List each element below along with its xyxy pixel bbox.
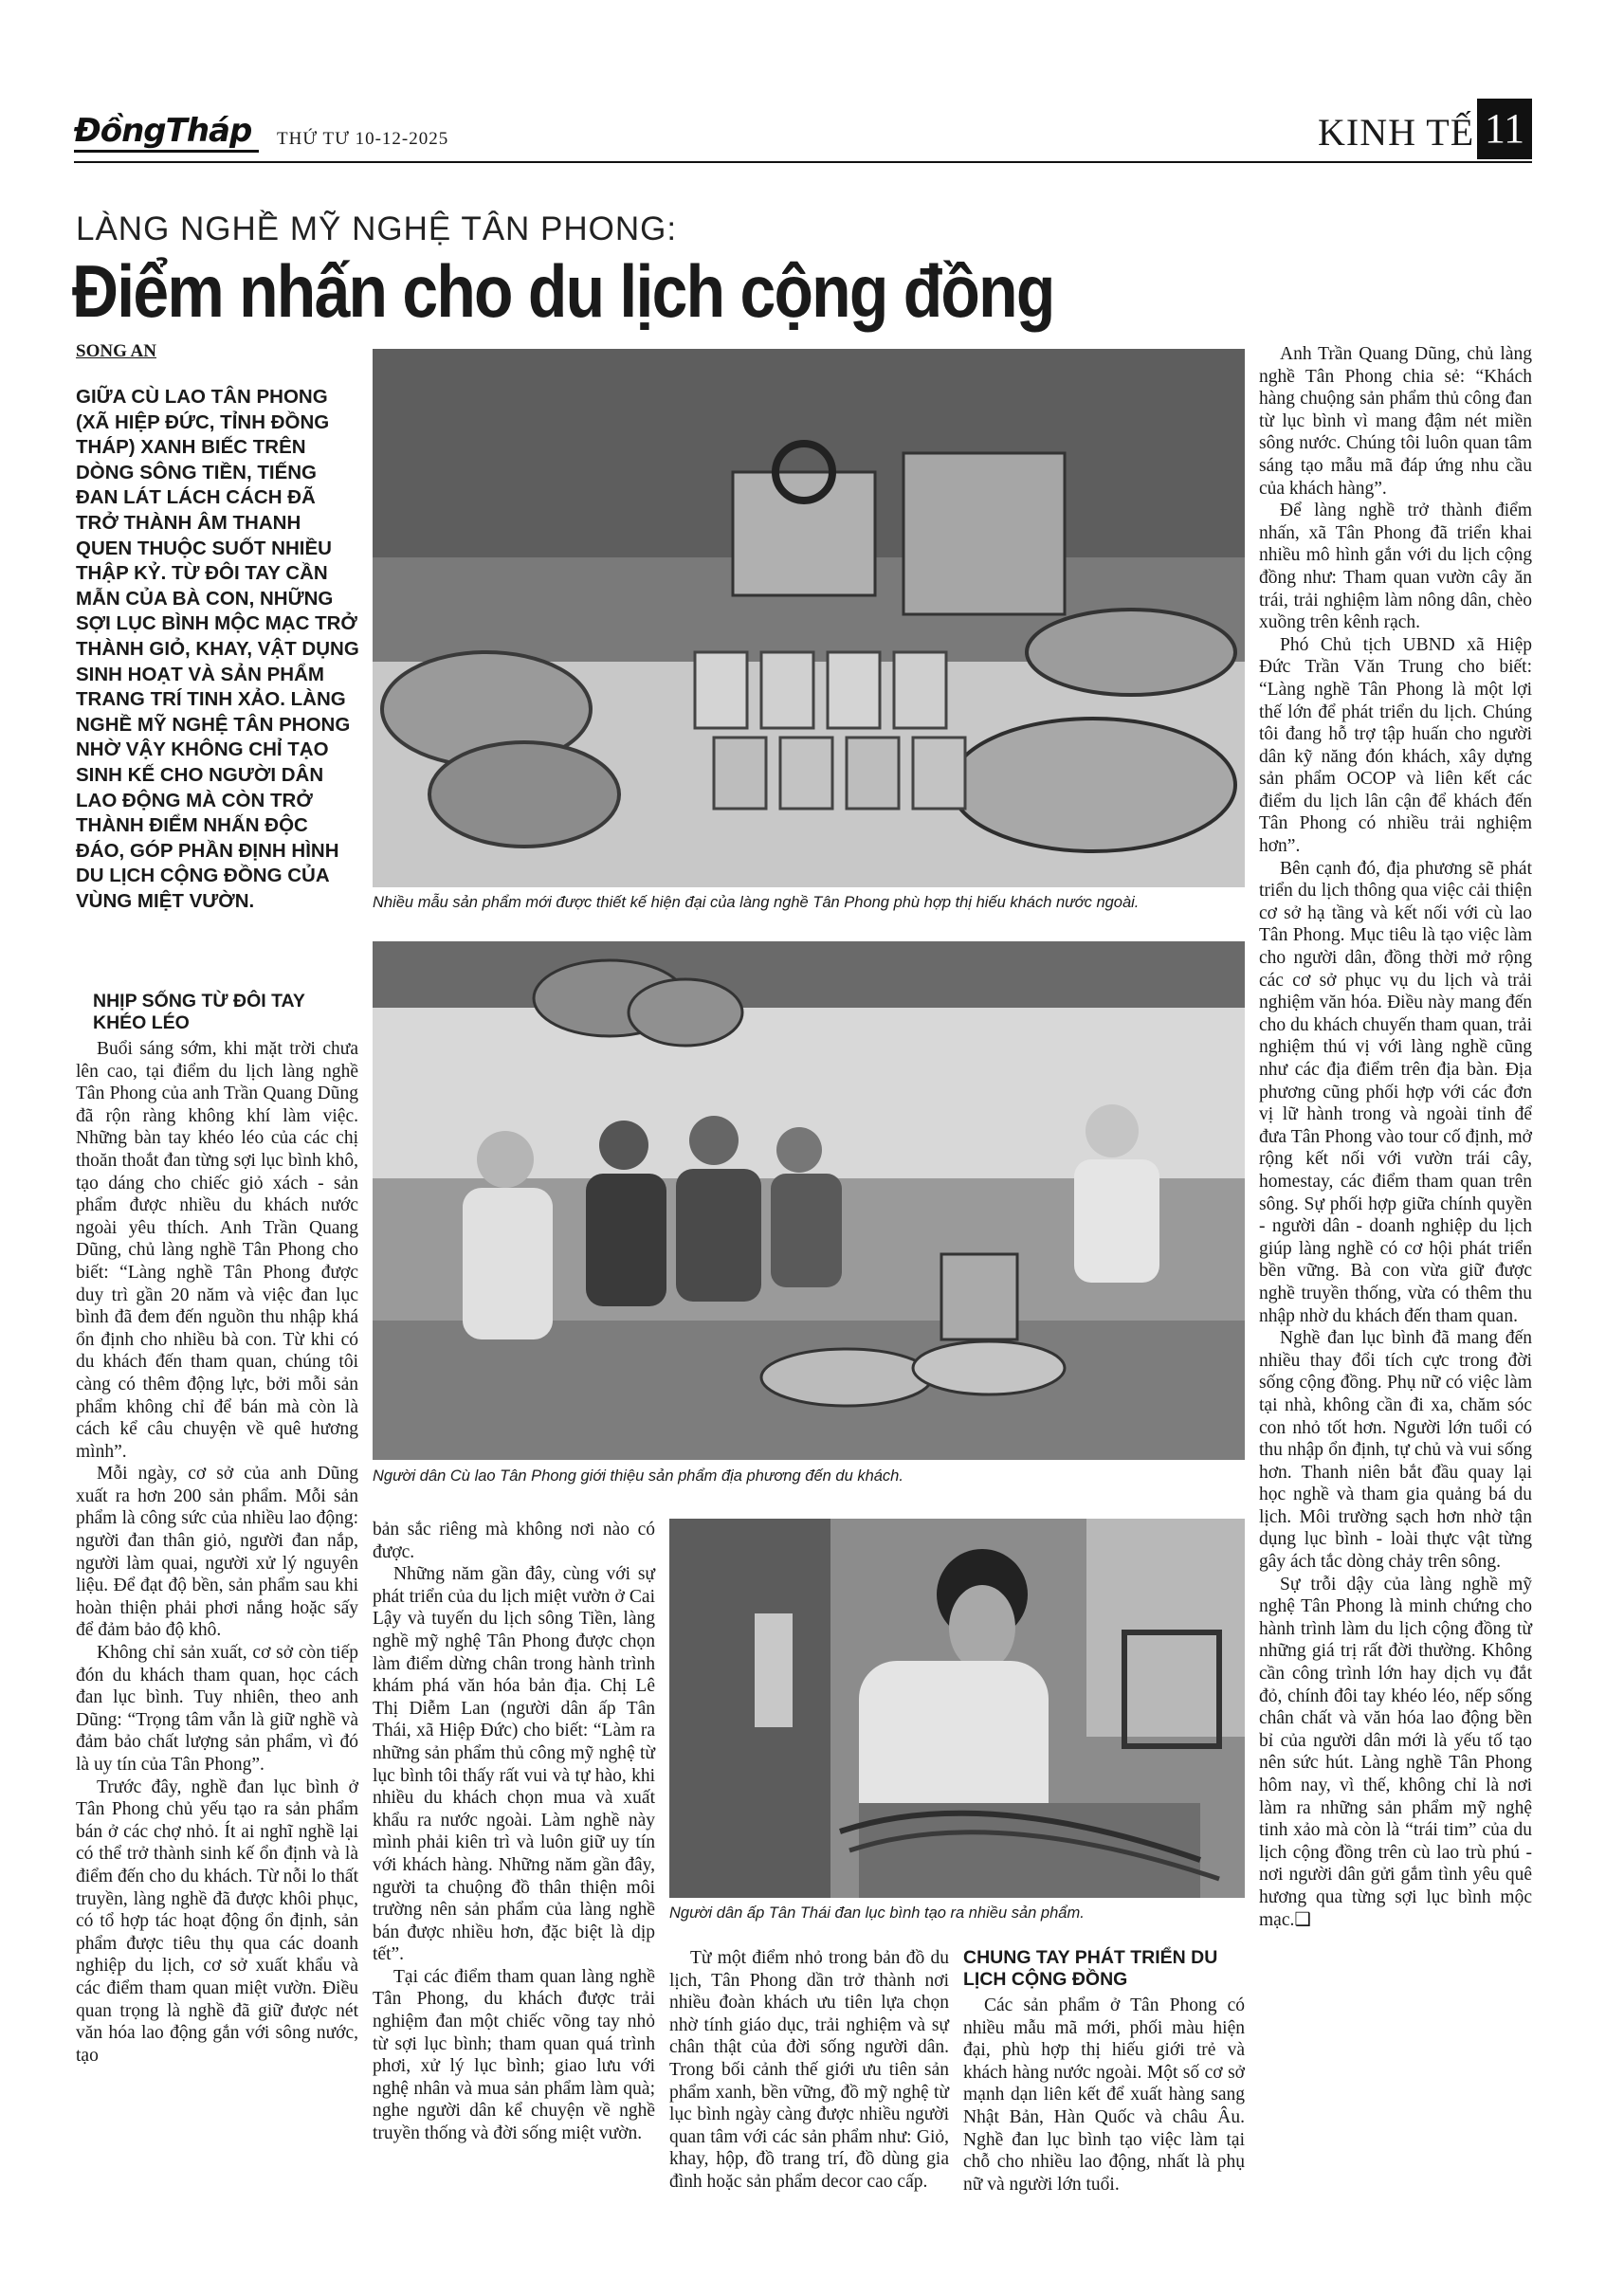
column-1-text bbox=[76, 1038, 358, 2067]
byline: SONG AN bbox=[76, 341, 156, 361]
photo-weaver-image bbox=[669, 1519, 1245, 1898]
paragraph: Những năm gần đây, cùng với sự phát triển của du lịch miệt vườn ở Cai Lậy và tuyến du lịch sông Tiền, làng nghề mỹ nghệ Tân Phong được chọn làm điểm dừng chân trong hành trình khám phá văn hóa bản địa. Chị Lê Thị Diễm Lan (người dân ấp Tân Thái, xã Hiệp Đức) cho biết: “Làm ra những sản phẩm thủ công mỹ nghệ từ lục bình tôi thấy rất vui và tự hào, khi nhiều du khách chọn mua và xuất khẩu ra nước ngoài. Làm nghề này mình phải kiên trì và luôn giữ uy tín với khách hàng. Những năm gần đây, người ta chuộng đồ thân thiện môi trường nên sản phẩm của làng nghề bán được nhiều hơn, đặc biệt là dịp tết”. bbox=[373, 1564, 655, 1965]
photo-weaver bbox=[669, 1519, 1245, 1898]
caption-photo-2: Người dân Cù lao Tân Phong giới thiệu sản phẩm địa phương đến du khách. bbox=[373, 1467, 903, 1485]
paragraph: Tại các điểm tham quan làng nghề Tân Phong, du khách được trải nghiệm đan một chiếc võng tay nhỏ từ sợi lục bình; tham quan quá trình phơi, xử lý lục bình; giao lưu với nghệ nhân và mua sản phẩm làm quà; nghe người dân kể chuyện về nghề truyền thống và đời sống miệt vườn. bbox=[373, 1966, 655, 2144]
paragraph: Các sản phẩm ở Tân Phong có nhiều mẫu mã mới, phối màu hiện đại, phù hợp thị hiếu giới trẻ và khách hàng nước ngoài. Một số cơ sở mạnh dạn liên kết để xuất hàng sang Nhật Bản, Hàn Quốc và châu Âu. Nghề đan lục bình tạo việc làm tại chỗ cho nhiều lao động, nhất là phụ nữ và người lớn tuổi. bbox=[963, 1995, 1245, 2195]
column-4 bbox=[963, 1947, 1245, 2196]
paragraph: Bên cạnh đó, địa phương sẽ phát triển du lịch thông qua việc cải thiện cơ sở hạ tầng và kết nối với cù lao Tân Phong. Mục tiêu là tạo việc làm cho người dân, đồng thời mở rộng các cơ sở phục vụ du lịch và trải nghiệm văn hóa. Điều này mang đến cho du khách chuyến tham quan, trải nghiệm thú vị với làng nghề cũng như các địa điểm trên địa bàn. Địa phương cũng phối hợp với các đơn vị lữ hành trong và ngoài tỉnh để đưa Tân Phong vào tour cố định, mở rộng kết nối với vườn trái cây, homestay, các điểm tham quan trên sông. Sự phối hợp giữa chính quyền - người dân - doanh nghiệp du lịch giúp làng nghề có cơ hội phát triển bền vững. Bà con vừa giữ được nghề truyền thống, vừa có thêm thu nhập nhờ du khách đến tham quan. bbox=[1259, 858, 1532, 1326]
article-headline: Điểm nhấn cho du lịch cộng đồng bbox=[72, 249, 1054, 333]
photo-baskets-display bbox=[373, 349, 1245, 887]
logo-underline bbox=[74, 150, 259, 153]
paragraph: Phó Chủ tịch UBND xã Hiệp Đức Trần Văn Trung cho biết: “Làng nghề Tân Phong là một lợi thế lớn để phát triển du lịch. Chúng tôi đang hỗ trợ tập huấn cho người dân kỹ năng đón khách, xây dựng sản phẩm OCOP và liên kết các điểm du lịch lân cận để khách đến Tân Phong có nhiều trải nghiệm hơn”. bbox=[1259, 634, 1532, 857]
paragraph: Trước đây, nghề đan lục bình ở Tân Phong chủ yếu tạo ra sản phẩm bán ở các chợ nhỏ. Ít ai nghĩ nghề lại có thể trở thành sinh kế ổn định và là điểm đến cho du khách. Từ nỗi lo thất truyền, làng nghề đã được khôi phục, có tổ hợp tác hoạt động ổn định, sản phẩm được tiêu thụ qua các doanh nghiệp du lịch, cơ sở xuất khẩu và các điểm tham quan miệt vườn. Điều quan trọng là nghề đã giữ được nét văn hóa lao động gắn với sông nước, tạo bbox=[76, 1777, 358, 2066]
column-3 bbox=[669, 1947, 949, 2194]
paragraph: Không chỉ sản xuất, cơ sở còn tiếp đón du khách tham quan, học cách đan lục bình. Tuy nhiên, theo anh Dũng: “Trọng tâm vẫn là giữ nghề và đảm bảo chất lượng sản phẩm, vì đó là uy tín của Tân Phong”. bbox=[76, 1643, 358, 1775]
photo-tourists-visit bbox=[373, 941, 1245, 1460]
paragraph: Sự trỗi dậy của làng nghề mỹ nghệ Tân Phong là minh chứng cho hành trình làm du lịch cộng đồng từ những giá trị rất đời thường. Không cần công trình lớn hay dịch vụ đắt đỏ, chính đôi tay khéo léo, nếp sống chân chất và văn hóa lao động bền bỉ của người dân mới là yếu tố tạo nên sức hút. Làng nghề Tân Phong hôm nay, vì thế, không chỉ là nơi làm ra những sản phẩm mỹ nghệ tinh xảo mà còn là “trái tim” của du lịch cộng đồng trên cù lao trù phú - nơi người dân gửi gắm tình yêu quê hương qua từng sợi lục bình mộc mạc.❑ bbox=[1259, 1574, 1532, 1930]
paragraph: Để làng nghề trở thành điểm nhấn, xã Tân Phong đã triển khai nhiều mô hình gắn với du lịch cộng đồng như: Tham quan vườn cây ăn trái, trải nghiệm làm nông dân, chèo xuồng trên kênh rạch. bbox=[1259, 501, 1532, 633]
subhead-2: CHUNG TAY PHÁT TRIỂN DU LỊCH CỘNG ĐỒNG bbox=[963, 1947, 1218, 1990]
column-4-text bbox=[963, 1995, 1245, 2196]
paragraph: bản sắc riêng mà không nơi nào có được. bbox=[373, 1520, 655, 1562]
paragraph: Buổi sáng sớm, khi mặt trời chưa lên cao, tại điểm du lịch làng nghề Tân Phong của anh Trần Quang Dũng đã rộn ràng không khí làm việc. Những bàn tay khéo léo của các chị thoăn thoắt đan từng sợi lục bình khô, tạo dáng cho chiếc giỏ xách - sản phẩm được nhiều du khách nước ngoài yêu thích. Anh Trần Quang Dũng, chủ làng nghề Tân Phong cho biết: “Làng nghề Tân Phong được duy trì gần 20 năm và việc đan lục bình đã đem đến nguồn thu nhập khá ổn định cho nhiều bà con. Từ khi có du khách đến tham quan, chúng tôi càng có thêm động lực, bởi mỗi sản phẩm không chỉ để bán mà còn là cách kể câu chuyện về quê hương mình”. bbox=[76, 1039, 358, 1462]
caption-photo-1: Nhiều mẫu sản phẩm mới được thiết kế hiện đại của làng nghề Tân Phong phù hợp thị hiếu khách nước ngoài. bbox=[373, 894, 1140, 911]
paragraph: Từ một điểm nhỏ trong bản đồ du lịch, Tân Phong dần trở thành nơi nhiều đoàn khách ưu tiên lựa chọn nhờ tính giáo dục, trải nghiệm và sự chân thật của đời sống người dân. Trong bối cảnh thế giới ưu tiên sản phẩm xanh, bền vững, đồ mỹ nghệ từ lục bình ngày càng được nhiều người quan tâm với các sản phẩm như: Giỏ, khay, hộp, đồ trang trí, đồ dùng gia đình hoặc sản phẩm decor cao cấp. bbox=[669, 1948, 949, 2192]
subhead-1: NHỊP SỐNG TỪ ĐÔI TAY KHÉO LÉO bbox=[93, 991, 305, 1033]
newspaper-logo: ĐồngTháp bbox=[74, 112, 252, 150]
article-kicker: LÀNG NGHỀ MỸ NGHỆ TÂN PHONG: bbox=[76, 210, 678, 247]
column-1 bbox=[76, 991, 358, 2067]
paragraph: Anh Trần Quang Dũng, chủ làng nghề Tân Phong chia sẻ: “Khách hàng chuộng sản phẩm thủ công đan từ lục bình vì mang đậm nét miền sông nước. Chúng tôi luôn quan tâm sáng tạo mẫu mã đáp ứng nhu cầu của khách hàng”. bbox=[1259, 344, 1532, 499]
issue-date: THỨ TƯ 10-12-2025 bbox=[277, 129, 449, 149]
paragraph: Nghề đan lục bình đã mang đến nhiều thay đổi tích cực trong đời sống cộng đồng. Phụ nữ có việc làm tại nhà, không cần đi xa, chăm sóc con nhỏ tốt hơn. Người lớn tuổi có thu nhập ổn định, tự chủ và vui sống hơn. Thanh niên bắt đầu quay lại học nghề và tham gia quảng bá du lịch. Môi trường sạch hơn nhờ tận dụng lục bình - loài thực vật từng gây ách tắc dòng chảy trên sông. bbox=[1259, 1328, 1532, 1573]
section-title: KINH TẾ bbox=[1318, 111, 1475, 154]
header-rule bbox=[74, 161, 1532, 163]
article-lead: GIỮA CÙ LAO TÂN PHONG (XÃ HIỆP ĐỨC, TỈNH ĐỒNG THÁP) XANH BIẾC TRÊN DÒNG SÔNG TIỀN, TIẾNG ĐAN LÁT LÁCH CÁCH ĐÃ TRỞ THÀNH ÂM THANH QUEN THUỘC SUỐT NHIỀU THẬP KỶ. TỪ ĐÔI TAY CẦN MẪN CỦA BÀ CON, NHỮNG SỢI LỤC BÌNH MỘC MẠC TRỞ THÀNH GIỎ, KHAY, VẬT DỤNG SINH HOẠT VÀ SẢN PHẨM TRANG TRÍ TINH XẢO. LÀNG NGHỀ MỸ NGHỆ TÂN PHONG NHỜ VẬY KHÔNG CHỈ TẠO SINH KẾ CHO NGƯỜI DÂN LAO ĐỘNG MÀ CÒN TRỞ THÀNH ĐIỂM NHẤN ĐỘC ĐÁO, GÓP PHẦN ĐỊNH HÌNH DU LỊCH CỘNG ĐỒNG CỦA VÙNG MIỆT VƯỜN. bbox=[76, 386, 359, 912]
column-5 bbox=[1259, 343, 1532, 1931]
caption-photo-3: Người dân ấp Tân Thái đan lục bình tạo ra nhiều sản phẩm. bbox=[669, 1904, 1085, 1922]
column-2 bbox=[373, 1519, 655, 2145]
photo-baskets-image bbox=[373, 349, 1245, 887]
page-number: 11 bbox=[1477, 99, 1532, 159]
photo-tourists-image bbox=[373, 941, 1245, 1460]
paragraph: Mỗi ngày, cơ sở của anh Dũng xuất ra hơn 200 sản phẩm. Mỗi sản phẩm là công sức của nhiều lao động: người đan thân giỏ, người đan nắp, người làm quai, người xử lý nguyên liệu. Để đạt độ bền, sản phẩm sau khi hoàn thiện phải phơi nắng hoặc sấy để đảm bảo độ khô. bbox=[76, 1464, 358, 1641]
